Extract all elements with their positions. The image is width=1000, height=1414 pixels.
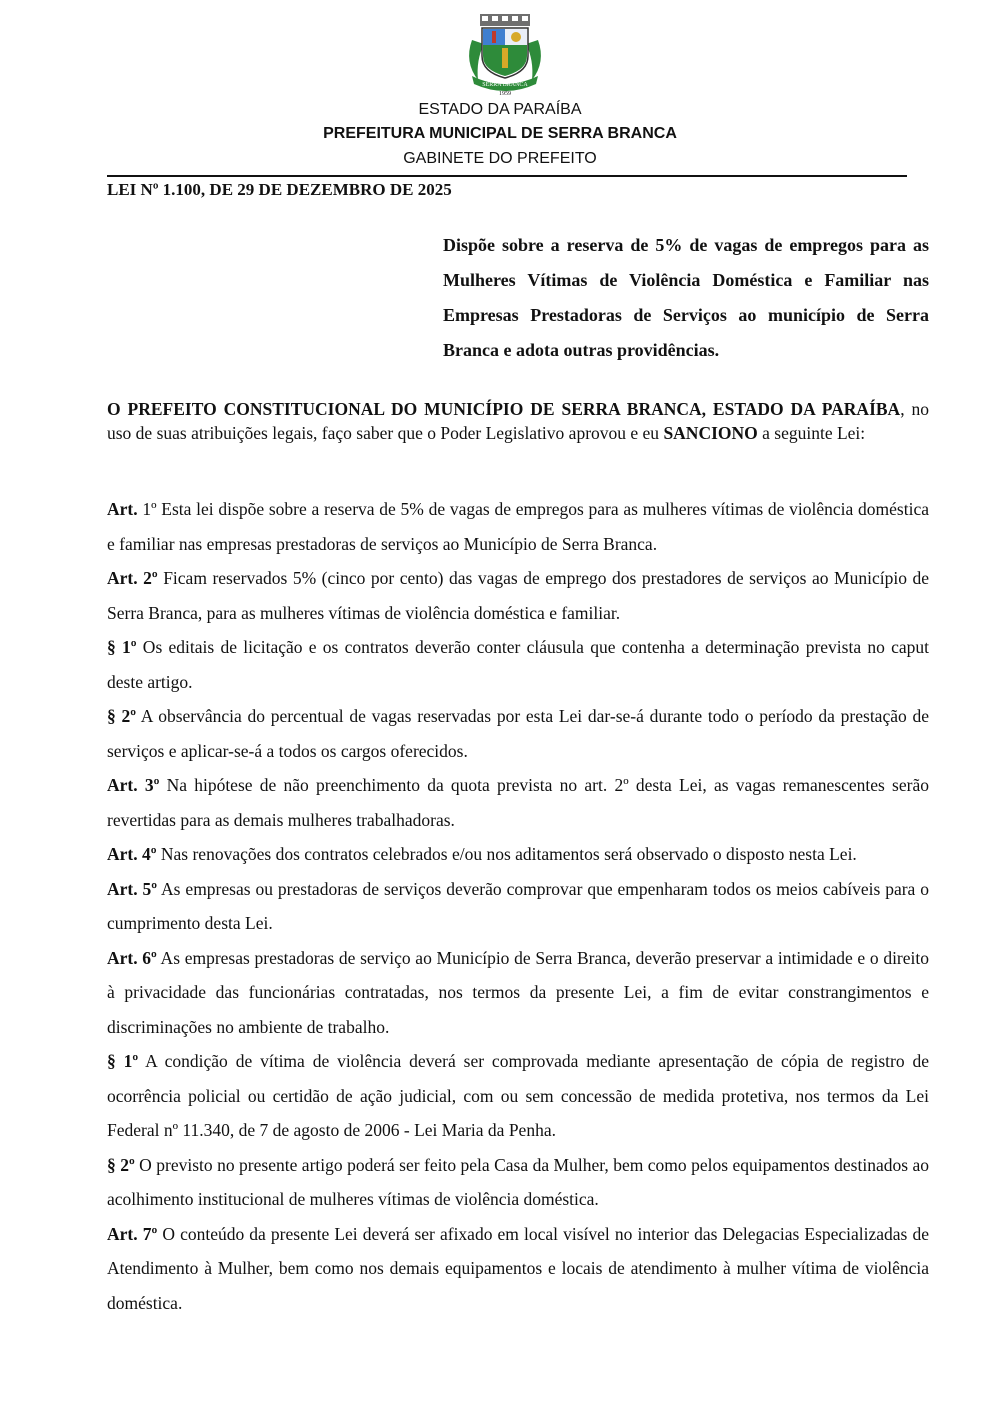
article-label: Art.: [107, 499, 138, 519]
article-text: Ficam reservados 5% (cinco por cento) das vagas de emprego dos prestadores de serviços ao Município de Serra Branca, para as mulheres vítimas de violência doméstica e familiar.: [107, 568, 929, 623]
article-2-paragraph-1: [107, 630, 929, 699]
header-state: ESTADO DA PARAÍBA: [418, 101, 582, 118]
article-1: [107, 492, 929, 561]
preamble-middle: , no uso de suas atribuições legais, faço saber que o Poder Legislativo aprovou e eu: [107, 399, 929, 443]
article-text: O conteúdo da presente Lei deverá ser afixado em local visível no interior das Delegacias Especializadas de Atendimento à Mulher, bem como nos demais equipamentos e locais de atendimento à mulher vítima de violência doméstica.: [107, 1223, 929, 1313]
paragraph-text: A condição de vítima de violência deverá ser comprovada mediante apresentação de cópia de registro de ocorrência policial ou certidão de ação judicial, com ou sem concessão de medida protetiva, nos termos da Lei Federal nº 11.340, de 7 de agosto de 2006 - Lei Maria da Penha.: [107, 1051, 930, 1140]
header-prefeitura: PREFEITURA MUNICIPAL DE SERRA BRANCA: [323, 125, 677, 142]
preamble-bold-start: O PREFEITO CONSTITUCIONAL DO MUNICÍPIO DE SERRA BRANCA, ESTADO DA PARAÍBA: [107, 399, 901, 419]
article-label: Art. 4º: [107, 844, 157, 864]
article-text: As empresas prestadoras de serviço ao Município de Serra Branca, deverão preservar a intimidade e o direito à privacidade das funcionárias contratadas, nos termos da presente Lei, a fim de evitar constrangimentos e discriminações no ambiente de trabalho.: [107, 947, 929, 1037]
law-summary: Dispõe sobre a reserva de 5% de vagas de empregos para as Mulheres Vítimas de Violência Doméstica e Familiar nas Empresas Prestadoras de Serviços ao município de Serra Branca e adota outras providências.: [443, 235, 929, 360]
article-5: [107, 872, 929, 941]
article-label: Art. 7º: [107, 1223, 158, 1244]
article-6-paragraph-2: [107, 1148, 929, 1217]
municipal-crest-logo: [462, 10, 548, 96]
law-title: LEI Nº 1.100, DE 29 DE DEZEMBRO DE 2025: [107, 180, 452, 199]
paragraph-label: § 1º: [107, 637, 137, 657]
paragraph-text: Os editais de licitação e os contratos deverão conter cláusula que contenha a determinação prevista no caput deste artigo.: [107, 637, 930, 692]
article-label: Art. 6º: [107, 947, 157, 968]
header-divider: [107, 175, 907, 177]
article-text: Na hipótese de não preenchimento da quota prevista no art. 2º desta Lei, as vagas remanescentes serão revertidas para as demais mulheres trabalhadoras.: [107, 775, 929, 830]
crest-motto: SERRA BRANCA: [482, 82, 528, 88]
article-2: [107, 561, 929, 630]
paragraph-label: § 2º: [107, 706, 137, 726]
article-text: Esta lei dispõe sobre a reserva de 5% de vagas de empregos para as mulheres vítimas de violência doméstica e familiar nas empresas prestadoras de serviços ao Município de Serra Branca.: [107, 499, 929, 554]
paragraph-text: A observância do percentual de vagas reservadas por esta Lei dar-se-á durante todo o período da prestação de serviços e aplicar-se-á a todos os cargos oferecidos.: [107, 706, 929, 761]
article-3: [107, 768, 929, 837]
article-6: [107, 941, 929, 1045]
header-gabinete: GABINETE DO PREFEITO: [403, 150, 597, 167]
articles-body: [107, 492, 929, 1320]
article-7: [107, 1217, 929, 1321]
paragraph-text: O previsto no presente artigo poderá ser feito pela Casa da Mulher, bem como pelos equipamentos destinados ao acolhimento institucional de mulheres vítimas de violência doméstica.: [107, 1154, 929, 1209]
article-label: Art. 5º: [107, 878, 158, 899]
paragraph-label: § 2º: [107, 1154, 135, 1175]
article-4: [107, 837, 929, 872]
article-text: As empresas ou prestadoras de serviços deverão comprovar que empenharam todos os meios cabíveis para o cumprimento desta Lei.: [107, 878, 929, 933]
preamble-sanciono: SANCIONO: [663, 423, 758, 443]
article-2-paragraph-2: [107, 699, 929, 768]
article-label: Art. 2º: [107, 568, 158, 588]
crest-year: 1959: [499, 91, 511, 96]
preamble-end: a seguinte Lei:: [757, 423, 866, 443]
paragraph-label: § 1º: [107, 1051, 139, 1071]
preamble: [107, 397, 929, 445]
article-label: Art. 3º: [107, 775, 160, 795]
article-text: Nas renovações dos contratos celebrados e/ou nos aditamentos será observado o disposto nesta Lei.: [156, 844, 857, 864]
article-6-paragraph-1: [107, 1044, 929, 1148]
article-ordinal: 1º: [137, 499, 157, 519]
